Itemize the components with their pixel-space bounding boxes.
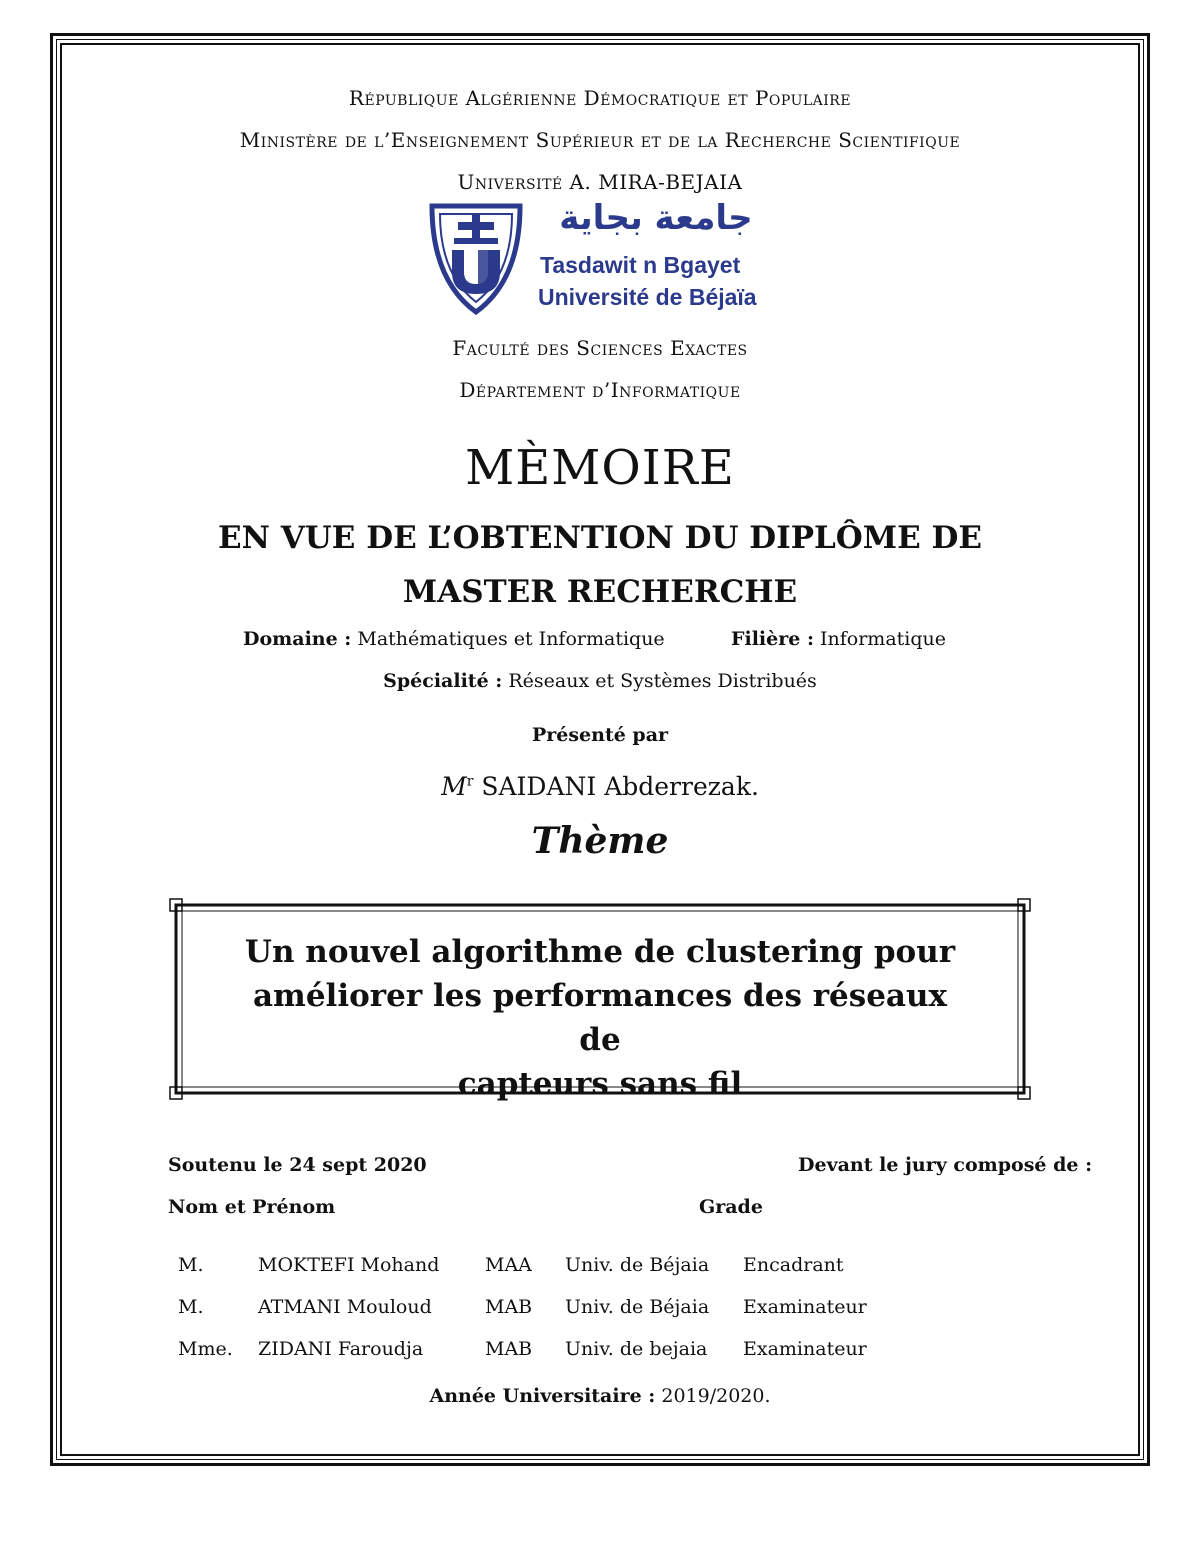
specialite-value: Réseaux et Systèmes Distribués — [508, 670, 817, 692]
jury-grade: MAB — [485, 1296, 533, 1318]
author-prefix-sup: r — [466, 773, 474, 790]
faculty-heading: Faculté des Sciences Exactes — [452, 336, 748, 360]
jury-name: ATMANI Mouloud — [258, 1296, 432, 1318]
author-prefix: M — [441, 772, 467, 801]
jury-university: Univ. de Béjaia — [565, 1296, 710, 1318]
jury-role: Examinateur — [743, 1296, 867, 1318]
theme-text — [230, 930, 970, 1106]
department-heading: Département d’Informatique — [459, 378, 741, 402]
presented-by: Présenté par — [531, 724, 669, 746]
filiere-value: Informatique — [820, 628, 947, 650]
logo-arabic-text: جامعة بجاية — [559, 198, 753, 238]
university-heading: Université A. MIRA-BEJAIA — [457, 170, 743, 194]
author-name: SAIDANI Abderrezak. — [481, 772, 759, 801]
jury-university: Univ. de bejaia — [565, 1338, 708, 1360]
jury-role: Examinateur — [743, 1338, 867, 1360]
jury-title: M. — [178, 1254, 204, 1276]
jury-university: Univ. de Béjaia — [565, 1254, 710, 1276]
document-title: MÈMOIRE — [465, 440, 735, 496]
defense-date: Soutenu le 24 sept 2020 — [168, 1154, 427, 1176]
specialite-field — [0, 670, 1200, 692]
logo-line2: Université de Béjaïa — [538, 284, 757, 310]
subtitle-line1: EN VUE DE L’OBTENTION DU DIPLÔME DE — [217, 520, 983, 556]
jury-name: MOKTEFI Mohand — [258, 1254, 440, 1276]
column-header-name: Nom et Prénom — [168, 1196, 336, 1218]
filiere-label: Filière : — [731, 628, 814, 650]
academic-year-label: Année Universitaire : — [429, 1385, 656, 1407]
domain-label: Domaine : — [243, 628, 352, 650]
specialite-label: Spécialité : — [383, 670, 503, 692]
theme-line-3: capteurs sans fil — [457, 1066, 743, 1102]
domain-value: Mathématiques et Informatique — [357, 628, 665, 650]
theme-label: Thème — [531, 820, 669, 862]
logo-line1: Tasdawit n Bgayet — [540, 252, 741, 278]
theme-line-2: améliorer les performances des réseaux de — [252, 978, 948, 1058]
academic-year-value: 2019/2020. — [661, 1385, 771, 1407]
university-logo — [428, 200, 774, 316]
jury-grade: MAA — [485, 1254, 532, 1276]
jury-title: Mme. — [178, 1338, 233, 1360]
academic-year — [0, 1385, 1200, 1407]
republic-heading: République Algérienne Démocratique et Populaire — [348, 86, 852, 110]
author-line — [0, 772, 1200, 801]
jury-role: Encadrant — [743, 1254, 844, 1276]
domain-field — [243, 628, 665, 650]
filiere-field — [731, 628, 946, 650]
column-header-grade: Grade — [699, 1196, 763, 1218]
theme-line-1: Un nouvel algorithme de clustering pour — [244, 934, 956, 970]
ministry-heading: Ministère de l’Enseignement Supérieur et de la Recherche Scientifique — [239, 128, 961, 152]
jury-name: ZIDANI Faroudja — [258, 1338, 424, 1360]
jury-grade: MAB — [485, 1338, 533, 1360]
jury-title: M. — [178, 1296, 204, 1318]
subtitle-line2: MASTER RECHERCHE — [402, 574, 798, 610]
jury-heading: Devant le jury composé de : — [798, 1154, 1093, 1176]
